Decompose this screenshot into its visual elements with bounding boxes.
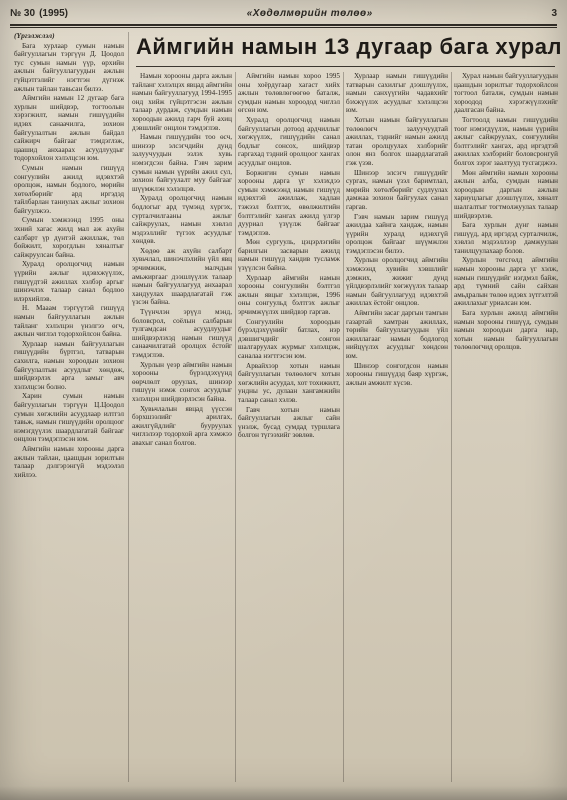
paragraph: Гавч хотын намын байгууллагын ажлыг сайн үнэлж, бусад сумдад туршлага болгон түгээхийг зөвлөв.: [238, 405, 340, 440]
paragraph: Хуралд оролцогчид намын бодлогыг ард түмэнд хүргэх, сурталчилгааны ажлыг сайжруулах, намын хэвлэл мэдээллийг түгээх асуудлыг хөндөв.: [132, 194, 232, 246]
paragraph: Хөдөө аж ахуйн салбарт хувьчлал, шинэчлэлийн үйл явц эрчимжиж, малчдын амьжиргааг дээшлүүлэх талаар намын байгууллагууд анхаарал хандуулах шаардлагатай гэж үзсэн байна.: [132, 246, 232, 307]
paragraph: Аймгийн засаг даргын тамгын газартай хамтран ажиллах, төрийн байгууллагуудын үйл ажиллагааг намын бодлогод нийцүүлэх асуудлыг хөндсөн юм.: [346, 309, 448, 360]
paragraph: Мөн сургууль, цэцэрлэгийн барилгын засварын ажилд намын гишүүд хандив тусламж үзүүлсэн байна.: [238, 238, 340, 273]
paragraph: Аймгийн намын хорооны дарга ажлын тайлан, цаашдын зорилтын талаар дэлгэрэнгүй мэдээлэл хийлээ.: [14, 444, 124, 479]
article-column-1: [14, 32, 124, 782]
paragraph: Хуралд оролцогчид намын үүрийн ажлыг идэвхжүүлэх, гишүүдтэй ажиллах хэлбэр аргыг шинэчлэх талаар санал бодлоо илэрхийлэв.: [14, 260, 124, 303]
paragraph: Шинээр сонгогдсон намын хорооны гишүүдэд баяр хүргэж, ажлын амжилт хүсэв.: [346, 361, 448, 387]
column-separator: [235, 72, 236, 782]
paragraph: Хурлын төгсгөлд аймгийн намын хорооны дарга үг хэлж, намын гишүүдийг нэгдмэл байж, ард түмний сайн сайхан амьдралын төлөө идэвх зүтгэлтэй ажиллахыг уриалсан юм.: [454, 256, 558, 308]
paragraph: Гэвч намын зарим гишүүд ажилдаа хайнга хандаж, намын үүрийн хуралд идэвхгүй оролцож байгааг шүүмжлэн тэмдэглэсэн билээ.: [346, 212, 448, 255]
paragraph: Сонгуулийн хороодын бүрэлдэхүүнийг батлах, нэр дэвшигчдийг сонгон шалгаруулах журмыг хэлэлцэж, саналаа нэгтгэсэн юм.: [238, 317, 340, 360]
paragraph: Хурал намын байгууллагуудын цаашдын зорилтыг тодорхойлсон тогтоол баталж, сумдын намын хороодод хэрэгжүүлэхийг даалгасан байна.: [454, 72, 558, 115]
paragraph: Бага хурлаар сумын намын байгууллагын тэргүүн Д. Цоодол тус сумын намын үүр, өрхийн ажлын байгууллагуудын ажлын гүйцэтгэлийг нэгтгэн дүгнэж ажлын тайлан тавьсан билээ.: [14, 41, 124, 93]
paragraph: Сумын намын гишүүд сонгуулийн ажилд идэвхтэй оролцож, намын бодлого, мөрийн хөтөлбөрийг ард иргэдэд тайлбарлан таниулах ажлыг зохион байгуулжээ.: [14, 163, 124, 215]
paragraph: Тогтоолд намын гишүүдийн тоог нэмэгдүүлэх, намын үүрийн ажлыг сайжруулах, сонгуулийн бэлтгэлийг хангах, ард иргэдтэй ажиллах хэлбэрийг боловсронгуй болгох зэрэг заалтууд тусгагджээ.: [454, 115, 558, 167]
page-header: [10, 4, 557, 22]
paragraph: Хуралд оролцогчид намын байгууллагын дотоод ардчиллыг хөгжүүлэх, гишүүдийн санал бодлыг сонсох, шийдвэр гаргахад тэдний оролцоог хангах асуудлыг онцлов.: [238, 115, 340, 167]
column-separator: [451, 72, 452, 782]
paragraph: Хурлаар намын гишүүдийн татварын сахилгыг дээшлүүлэх, намын санхүүгийн чадавхийг бэхжүүлэх асуудлыг хэлэлцсэн юм.: [346, 72, 448, 115]
paragraph: Харин сумын намын байгууллагын тэргүүн Ц.Цоодол сумын хөгжлийн асуудлаар илтгэл тавьж, намын гишүүдийн оролцоог нэмэгдүүлэх шаардлагатай байгааг онцлон тэмдэглэсэн юм.: [14, 392, 124, 444]
issue-year: (1995): [39, 7, 68, 19]
paragraph: Бага хурлын ажилд аймгийн намын хорооны гишүүд, сумдын намын хороодын дарга нар, хотын намын байгууллагын төлөөлөгчид оролцов.: [454, 309, 558, 352]
paragraph: Намын хорооны дарга ажлын тайланг хэлэлцэх явцад аймгийн намын байгууллагууд 1994-1995 онд хийж гүйцэтгэсэн ажлын талаар дурдаж, сумдын намын хороодын ажилд гарч буй ахиц дэвшлийг онцлон тэмдэглэв.: [132, 72, 232, 132]
paragraph: Аймгийн намын хороо 1995 оны хоёрдугаар хагаст хийх ажлын төлөвлөгөөгөө баталж, сумдын намын хороодод чиглэл өгсөн юм.: [238, 72, 340, 115]
headline-rule: [136, 66, 555, 67]
newspaper-title: «Хөдөлмөрийн төлөө»: [246, 7, 373, 19]
paragraph: Арвайхээр хотын намын байгууллагын төлөөлөгч хотын хөгжлийн асуудал, хот тохижилт, ундны ус, дулаан хангамжийн талаар санал хэлэв.: [238, 361, 340, 404]
paragraph: Хурлын үеэр аймгийн намын хорооны бүрэлдэхүүнд өөрчлөлт оруулах, шинээр гишүүн нэмж сонгох асуудлыг хэлэлцэн шийдвэрлэсэн байна.: [132, 360, 232, 403]
paragraph: Түүнчлэн эрүүл мэнд, боловсрол, соёлын салбарын тулгамдсан асуудлуудыг шийдвэрлэхэд намын гишүүд санаачилгатай оролцох ёстойг тэмдэглэв.: [132, 308, 232, 359]
header-rule-thin: [10, 27, 557, 28]
article-column-2: [132, 72, 232, 782]
column-separator: [343, 72, 344, 782]
paragraph: Мөн аймгийн намын хорооны ажлын алба, сумдын намын хороодын даргын ажлын хариуцлагыг дээшлүүлэх, хяналт шалгалтыг тогтмолжуулах талаар шийдвэрлэв.: [454, 168, 558, 220]
column-separator: [128, 32, 129, 782]
article-column-3: [238, 72, 340, 782]
paragraph: Н. Мааам тэргүүтэй гишүүд намын байгууллагын ажлын тайланг хэлэлцэн үнэлгээ өгч, ажлын чиглэл тодорхойлсон байна.: [14, 304, 124, 339]
issue-info: [10, 8, 68, 19]
paragraph: Хурлаар намын байгууллагын гишүүдийн бүртгэл, татварын сахилга, намын хороодын зохион байгуулалтын асуудлыг хөндөж, шийдвэрлэх арга замыг авч хэлэлцсэн болно.: [14, 339, 124, 391]
paragraph: Намын гишүүдийн тоо өсч, шинээр элсэгчдийн дунд залуучуудын эзлэх хувь нэмэгдсэн байна. Гэвч зарим сумын намын үүрийн ажил сул, зохион байгуулалт муу байгааг шүүмжлэн хэлэлцэв.: [132, 133, 232, 193]
page-number: 3: [551, 7, 557, 19]
paragraph: Хотын намын байгууллагын төлөөлөгч залуучуудтай ажиллах, тэднийг намын ажилд татан оролцуулах хэлбэрийг олон янз болгох шаардлагатай гэж үзэв.: [346, 115, 448, 167]
article-column-4: [346, 72, 448, 782]
paragraph: Аймгийн намын 12 дугаар бага хурлын шийдвэр, тогтоолын хэрэгжилт, намын гишүүдийн идэвх санаачилга, зохион байгуулалтын ажлын байдал сайжирч байгааг тэмдэглэж, цаашид анхаарах асуудлуудыг тодорхойлон хэлэлцсэн юм.: [14, 94, 124, 163]
header-rule: [10, 24, 557, 26]
page-shadow: [0, 786, 567, 800]
paragraph: Хурлаар аймгийн намын хорооны сонгуулийн бэлтгэл ажлын явцыг хэлэлцэж, 1996 оны сонгуульд бэлтгэх ажлыг эрчимжүүлэх шийдвэр гаргав.: [238, 273, 340, 317]
paragraph: Сумын хэмжээнд 1995 оны эхний хагас жилд мал аж ахуйн салбарт үр дүнтэй ажиллаж, төл бойжилт, хорогдлын хяналтыг сайжруулсан байна.: [14, 216, 124, 259]
article-byline: (Үргэлжлэл): [14, 32, 55, 40]
article-column-5: [454, 72, 558, 782]
paragraph: Боржигин сумын намын хорооны дарга үг хэлэхдээ сумын хэмжээнд намын гишүүд идэвхтэй ажиллаж, хадлан тэжээл бэлтгэх, өвөлжилтийн бэлтгэлийг хангах ажилд үлгэр дууриал үзүүлж байгааг тэмдэглэв.: [238, 168, 340, 237]
paragraph: Хувьчлалын явцад үүссэн бэрхшээлийг арилгах, ажилгүйдлийг бууруулах чиглэлээр тодорхой арга хэмжээ авахыг санал болгов.: [132, 404, 232, 447]
issue-number: № 30: [10, 7, 36, 19]
paragraph: Шинээр элсэгч гишүүдийг сургах, намын үзэл баримтлал, мөрийн хөтөлбөрийг судлуулах дамжаа зохион байгуулах санал гаргав.: [346, 168, 448, 211]
paragraph: Бага хурлын дүнг намын гишүүд, ард иргэдэд сурталчилж, хэвлэл мэдээллээр дамжуулан танилцуулахаар болов.: [454, 221, 558, 255]
article-headline: Аймгийн намын 13 дугаар бага хурал: [136, 34, 562, 59]
paragraph: Хурлын оролцогчид аймгийн хэмжээнд хувийн хэвшлийг дэмжих, жижиг дунд үйлдвэрлэлийг хөгжүүлэх талаар намын байгууллагууд идэвхтэй ажиллах ёстойг онцлов.: [346, 256, 448, 308]
